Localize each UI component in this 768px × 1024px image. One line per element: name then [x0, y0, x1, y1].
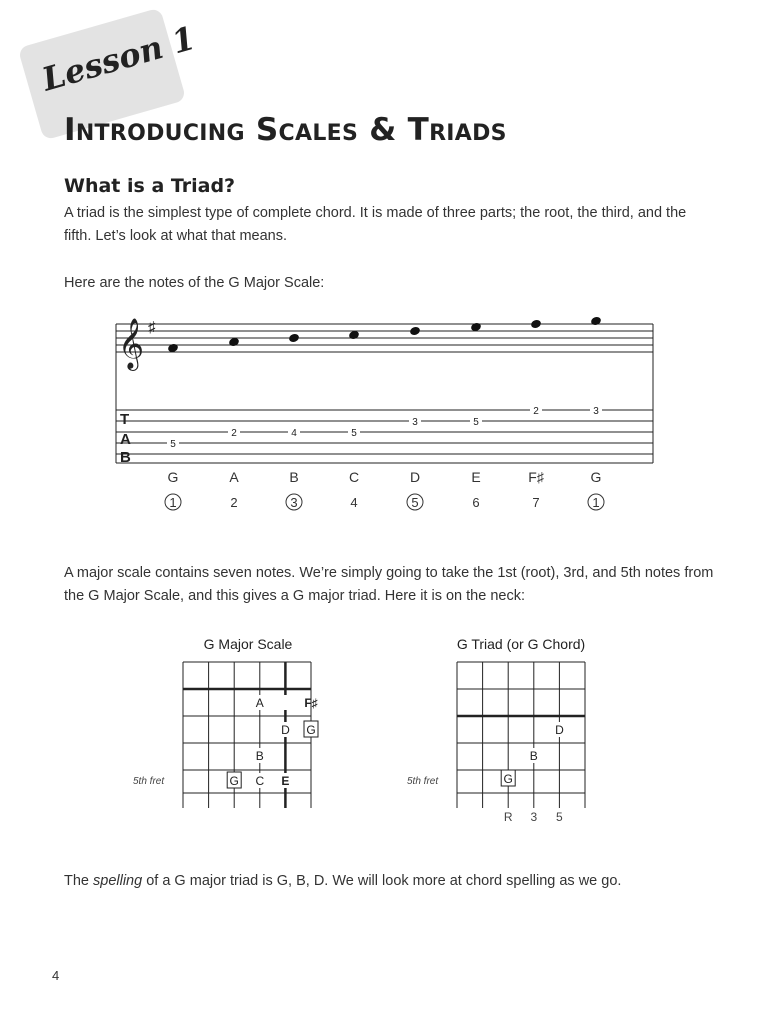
page-number: 4: [52, 968, 60, 983]
tab-number-3: 4: [291, 428, 297, 439]
scale-degree-8: 1: [592, 495, 600, 510]
tab-number-8: 3: [593, 406, 599, 417]
note-name-2: A: [229, 469, 239, 485]
scale-note-a: A: [255, 696, 264, 710]
note-name-1: G: [167, 469, 179, 485]
scale-fret-label: 5th fret: [133, 776, 165, 787]
scale-degree-7: 7: [532, 495, 540, 510]
scale-degree-2: 2: [230, 495, 238, 510]
spelling-paragraph: [64, 870, 621, 893]
lesson-label: Lesson 1: [38, 18, 200, 99]
scale-note-f-sharp: F♯: [304, 696, 318, 710]
notehead-7: [530, 319, 542, 330]
sharp-sign-icon: ♯: [148, 319, 156, 336]
section-heading: What is a Triad?: [64, 175, 236, 197]
triad-label-root: R: [503, 810, 513, 824]
intro-paragraph: A triad is the simplest type of complete chord. It is made of three parts; the root, the third, and the fifth. Let’s look at what that means.: [64, 205, 687, 244]
major-scale-paragraph: A major scale contains seven notes. We’re simply going to take the 1st (root), 3rd, and 5th notes from the G Major Scale, and this gives a G major triad. Here it is on the neck:: [64, 565, 714, 604]
tab-number-6: 5: [473, 417, 479, 428]
note-name-3: B: [289, 469, 299, 485]
triad-diagram-title: G Triad (or G Chord): [456, 636, 586, 652]
treble-clef-icon: 𝄞: [118, 319, 145, 368]
scale-note-g-boxed: G: [306, 723, 316, 737]
scale-note-g-root: G: [229, 774, 239, 788]
tab-letter-t: T: [120, 411, 130, 428]
scale-degree-4: 4: [350, 495, 358, 510]
scale-degree-1: 1: [169, 495, 177, 510]
spelling-text-before: The: [64, 873, 94, 889]
note-name-7: F♯: [528, 469, 544, 485]
note-name-6: E: [471, 469, 481, 485]
notehead-3: [288, 333, 300, 344]
scale-degree-5: 5: [411, 495, 419, 510]
triad-note-g-root: G: [503, 772, 513, 786]
triad-label-third: 3: [530, 810, 538, 824]
scale-note-e: E: [281, 774, 290, 788]
page-title: Introducing Scales & Triads: [64, 112, 507, 148]
note-name-4: C: [348, 469, 360, 485]
tab-number-4: 5: [351, 428, 357, 439]
scale-note-b: B: [255, 749, 264, 763]
tab-number-2: 2: [231, 428, 237, 439]
tab-letter-a: A: [120, 431, 131, 448]
scale-note-d: D: [281, 723, 290, 737]
fretboard-diagrams: [0, 630, 768, 830]
tab-letter-b: B: [120, 449, 131, 466]
scale-degree-3: 3: [290, 495, 298, 510]
scale-note-c: C: [255, 774, 265, 788]
scale-degree-6: 6: [472, 495, 480, 510]
note-name-8: G: [590, 469, 602, 485]
tab-number-1: 5: [170, 439, 176, 450]
notes-intro-paragraph: Here are the notes of the G Major Scale:: [64, 275, 325, 291]
triad-label-fifth: 5: [556, 810, 563, 824]
triad-note-b: B: [529, 749, 538, 763]
note-name-5: D: [409, 469, 421, 485]
triad-fret-label: 5th fret: [407, 776, 439, 787]
notehead-5: [409, 326, 421, 337]
triad-note-d: D: [555, 723, 564, 737]
scale-notation: [0, 300, 768, 520]
tab-number-5: 3: [412, 417, 418, 428]
spelling-text-after: of a G major triad is G, B, D. We will look more at chord spelling as we go.: [142, 873, 622, 889]
notehead-8: [590, 316, 602, 327]
tab-number-7: 2: [533, 406, 539, 417]
scale-diagram-title: G Major Scale: [203, 636, 293, 652]
spelling-emphasis: spelling: [93, 873, 143, 889]
